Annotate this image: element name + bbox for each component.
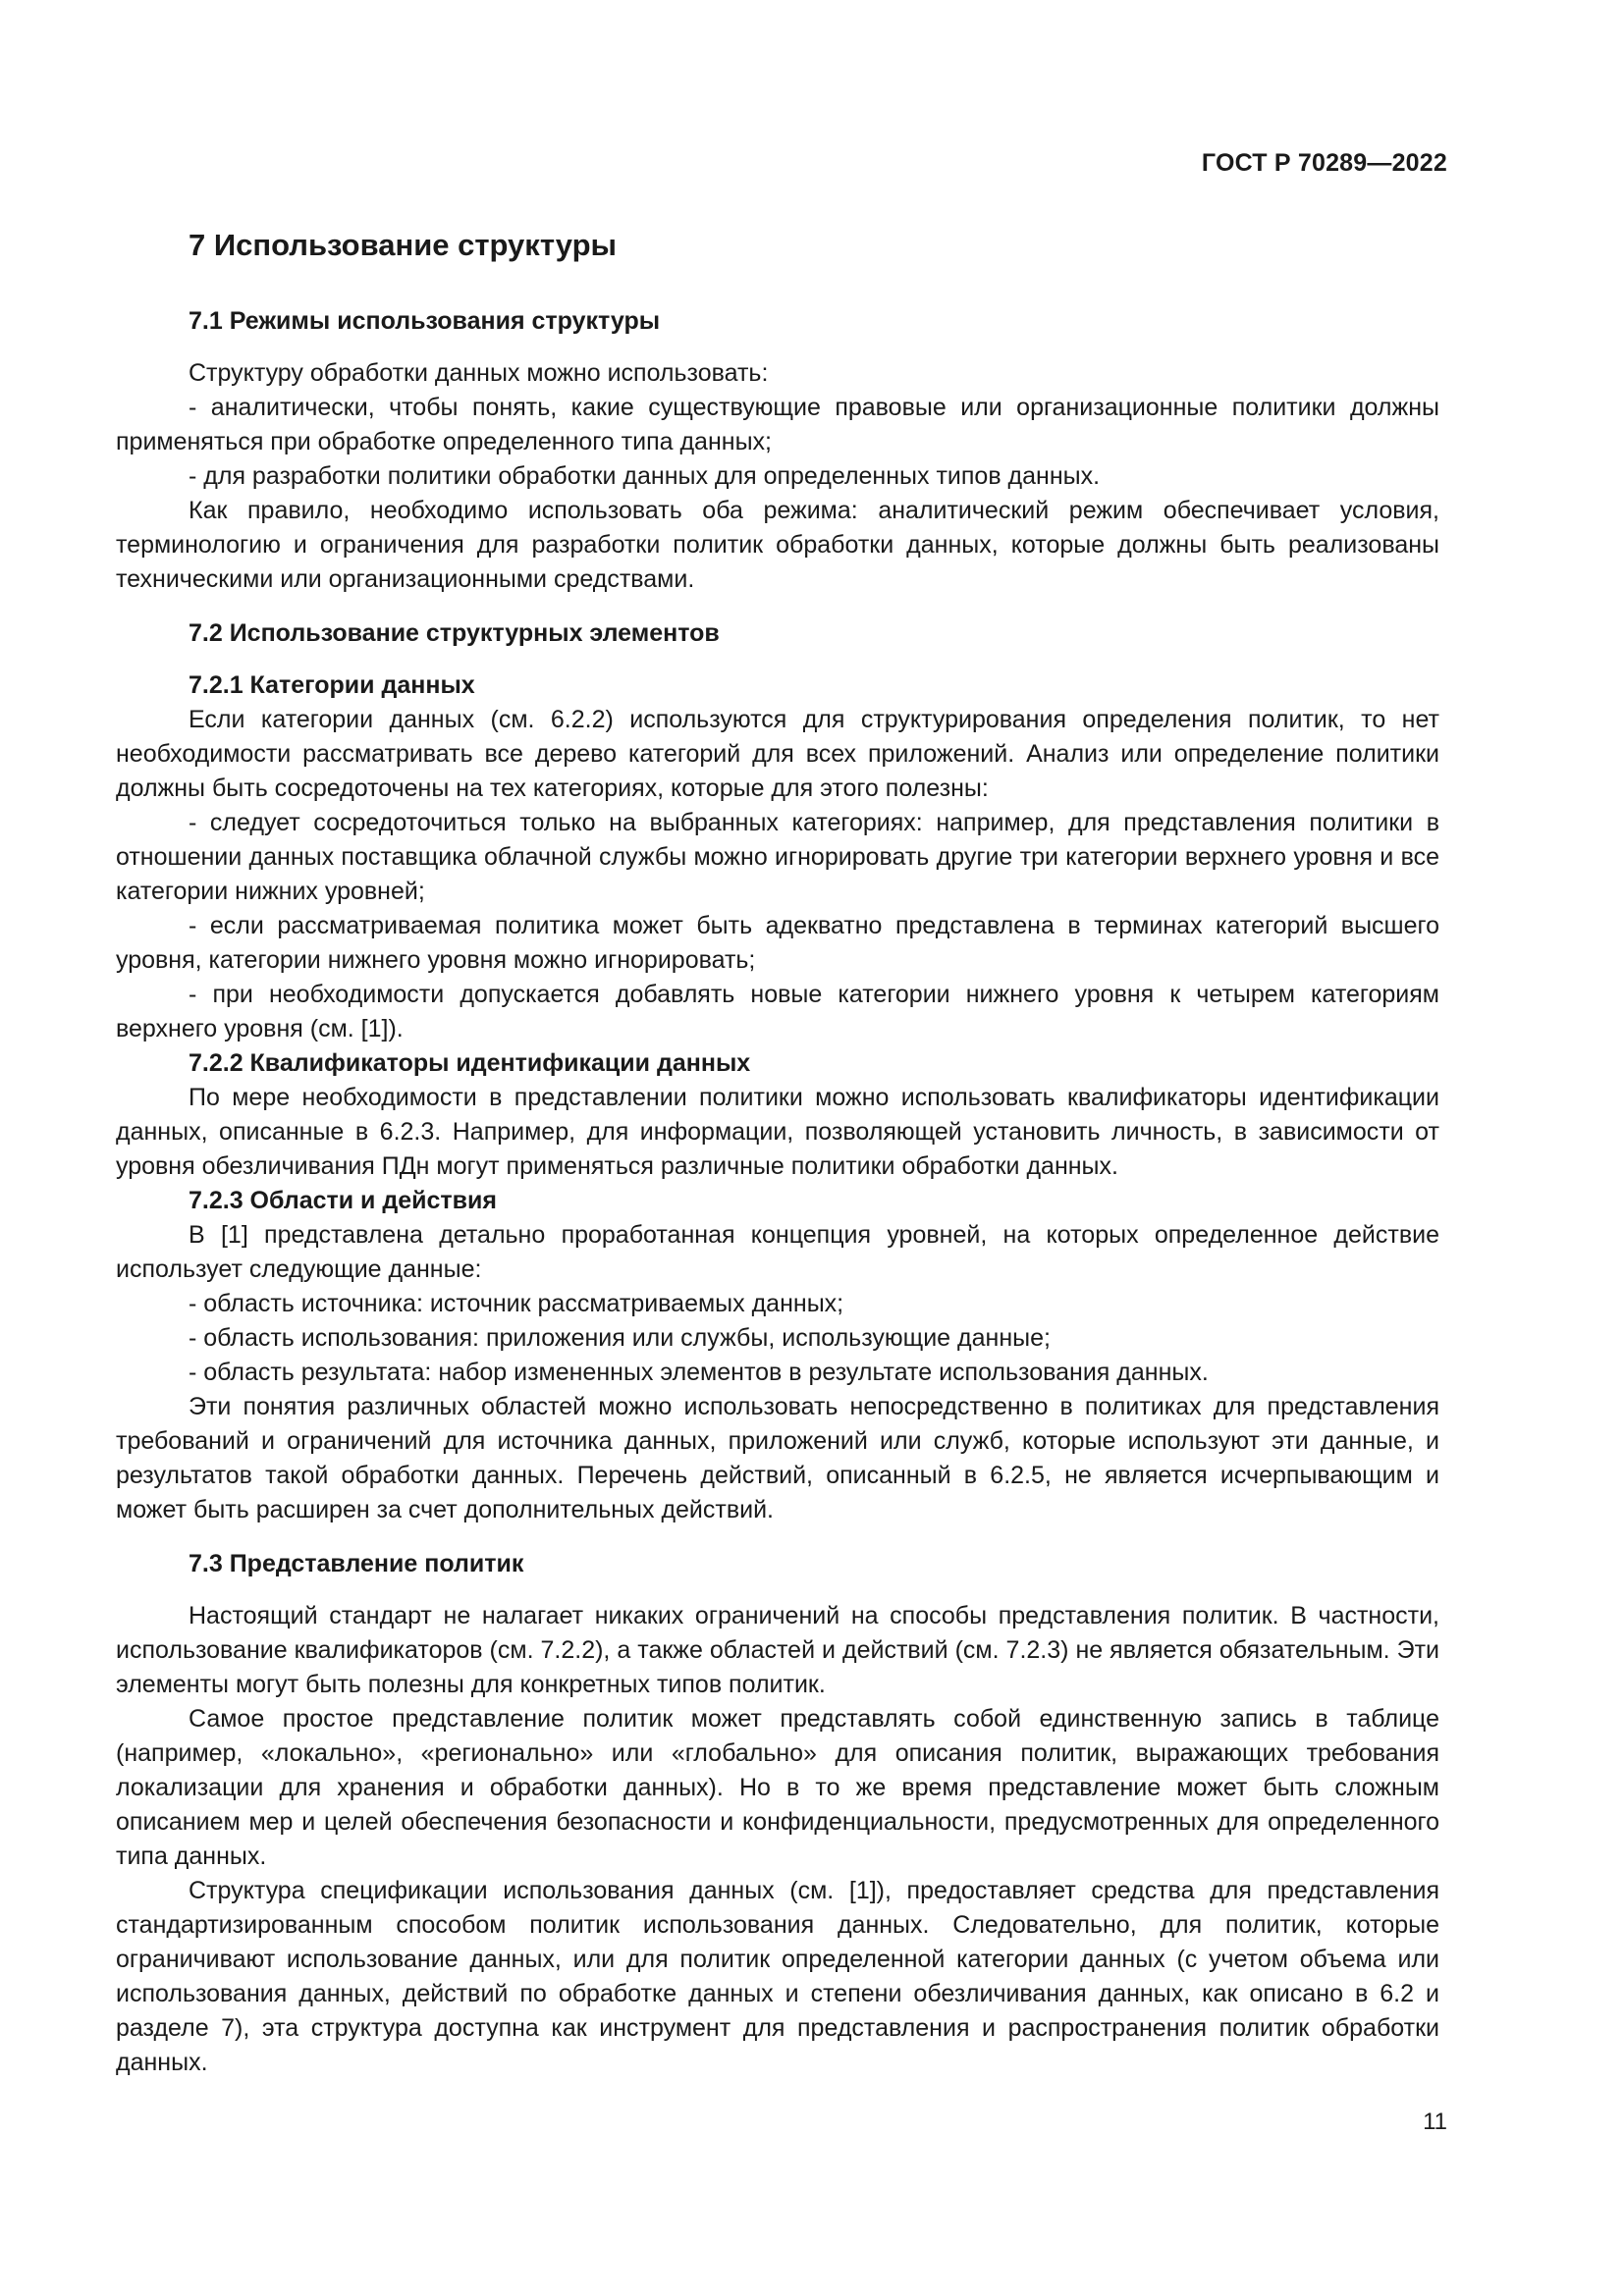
section-7-2-title: 7.2 Использование структурных элементов <box>189 619 720 647</box>
section-7-2-1-title: 7.2.1 Категории данных <box>189 671 475 699</box>
paragraph: В [1] представлена детально проработанная концепция уровней, на которых определенное действие использует следующие данные: <box>116 1221 1439 1283</box>
section-7-2-2-title: 7.2.2 Квалификаторы идентификации данных <box>189 1049 751 1077</box>
list-item: - аналитически, чтобы понять, какие существующие правовые или организационные политики должны применяться при обработке определенного типа данных; <box>116 394 1439 455</box>
paragraph: Как правило, необходимо использовать оба режима: аналитический режим обеспечивает условия, терминологию и ограничения для разработки политик обработки данных, которые должны быть реализованы техническими или организационными средствами. <box>116 497 1439 593</box>
section-7-3-title: 7.3 Представление политик <box>189 1550 524 1577</box>
paragraph: Эти понятия различных областей можно использовать непосредственно в политиках для представления требований и ограничений для источника данных, приложений или служб, которые используют эти данные, и результатов такой обработки данных. Перечень действий, описанный в 6.2.5, не является исчерпывающим и может быть расширен за счет дополнительных действий. <box>116 1393 1439 1523</box>
paragraph: Настоящий стандарт не налагает никаких ограничений на способы представления политик. В частности, использование квалификаторов (см. 7.2.2), а также областей и действий (см. 7.2.3) не является обязательным. Эти элементы могут быть полезны для конкретных типов политик. <box>116 1602 1439 1698</box>
page-content <box>116 224 1439 2080</box>
section-7-1-title: 7.1 Режимы использования структуры <box>189 307 661 335</box>
document-code: ГОСТ Р 70289—2022 <box>1201 149 1447 177</box>
section-7-2-3-title: 7.2.3 Области и действия <box>189 1187 497 1214</box>
list-item: - если рассматриваемая политика может быть адекватно представлена в терминах категорий высшего уровня, категории нижнего уровня можно игнорировать; <box>116 912 1439 974</box>
list-item: - следует сосредоточиться только на выбранных категориях: например, для представления политики в отношении данных поставщика облачной службы можно игнорировать другие три категории верхнего уровня и все категории нижних уровней; <box>116 809 1439 905</box>
paragraph: Самое простое представление политик может представлять собой единственную запись в таблице (например, «локально», «регионально» или «глобально» для описания политик, выражающих требования локализации для хранения и обработки данных). Но в то же время представление может быть сложным описанием мер и целей обеспечения безопасности и конфиденциальности, предусмотренных для определенного типа данных. <box>116 1705 1439 1870</box>
paragraph: По мере необходимости в представлении политики можно использовать квалификаторы идентификации данных, описанные в 6.2.3. Например, для информации, позволяющей установить личность, в зависимости от уровня обезличивания ПДн могут применяться различные политики обработки данных. <box>116 1084 1439 1180</box>
list-item: - область источника: источник рассматриваемых данных; <box>189 1290 844 1317</box>
list-item: - область результата: набор измененных элементов в результате использования данных. <box>189 1359 1209 1386</box>
paragraph: Структуру обработки данных можно использовать: <box>189 359 769 387</box>
section-7-title: 7 Использование структуры <box>189 228 618 262</box>
list-item: - при необходимости допускается добавлять новые категории нижнего уровня к четырем категориям верхнего уровня (см. [1]). <box>116 981 1439 1042</box>
list-item: - область использования: приложения или службы, использующие данные; <box>189 1324 1051 1352</box>
list-item: - для разработки политики обработки данных для определенных типов данных. <box>189 462 1101 490</box>
paragraph: Структура спецификации использования данных (см. [1]), предоставляет средства для представления стандартизированным способом политик использования данных. Следовательно, для политик, которые ограничивают использование данных, или для политик определенной категории данных (с учетом объема или использования данных, действий по обработке данных и степени обезличивания данных, как описано в 6.2 и разделе 7), эта структура доступна как инструмент для представления и распространения политик обработки данных. <box>116 1877 1439 2076</box>
paragraph: Если категории данных (см. 6.2.2) используются для структурирования определения политик, то нет необходимости рассматривать все дерево категорий для всех приложений. Анализ или определение политики должны быть сосредоточены на тех категориях, которые для этого полезны: <box>116 706 1439 802</box>
page-number: 11 <box>1423 2109 1447 2135</box>
